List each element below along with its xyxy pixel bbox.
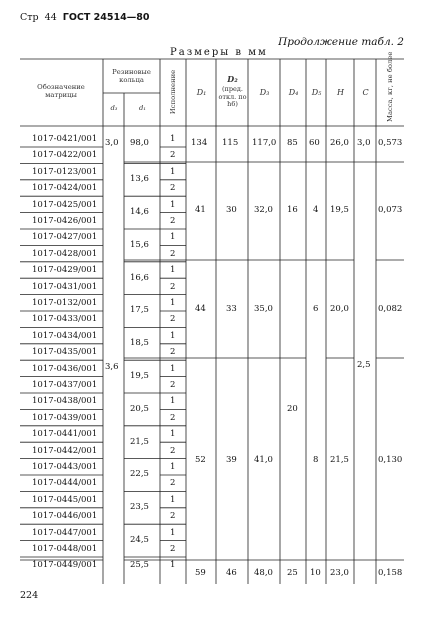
execution-cell: 1 — [170, 560, 176, 571]
D2-value: 33 — [226, 304, 237, 314]
col-D2-note: (пред. откл. по h6) — [218, 85, 247, 108]
execution-cell: 2 — [170, 248, 176, 259]
H-value: 21,5 — [330, 455, 349, 465]
execution-cell: 1 — [170, 166, 176, 177]
designation-cell: 1017-0447/001 — [32, 527, 98, 538]
d1-cell: 17,5 — [130, 305, 149, 316]
mass-value: 0,573 — [378, 138, 403, 148]
designation-cell: 1017-0123/001 — [32, 166, 98, 177]
designation-cell: 1017-0436/001 — [32, 363, 98, 374]
mass-value: 0,130 — [378, 455, 403, 465]
continuation-caption: Продолжение табл. 2 — [278, 36, 404, 48]
col-rubber-rings: Резиновые кольца — [112, 68, 151, 84]
d1-cell: 14,6 — [130, 206, 149, 217]
col-H: H — [337, 88, 344, 97]
col-d3: d₃ — [110, 104, 118, 112]
D2-value: 46 — [226, 568, 237, 578]
execution-cell: 1 — [170, 265, 176, 276]
D5-value: 8 — [313, 455, 319, 465]
col-D4: D₄ — [288, 88, 299, 97]
execution-cell: 2 — [170, 380, 176, 390]
col-D2: D₂ — [227, 74, 238, 84]
designation-cell: 1017-0427/001 — [32, 232, 98, 243]
col-D5: D₅ — [311, 88, 322, 97]
D2-value: 30 — [226, 205, 237, 215]
H-value: 20,0 — [330, 304, 349, 314]
d3-value: 3,6 — [105, 362, 119, 372]
execution-cell: 2 — [170, 183, 176, 194]
execution-cell: 2 — [170, 412, 176, 423]
d1-cell: 20,5 — [130, 403, 149, 414]
D1-value: 52 — [195, 455, 206, 465]
col-D3: D₃ — [259, 88, 270, 97]
H-value: 19,5 — [330, 205, 349, 215]
D1-value: 134 — [191, 138, 208, 148]
designation-cell: 1017-0434/001 — [32, 330, 98, 341]
execution-cell: 2 — [170, 314, 176, 325]
sizes-caption: Размеры в мм — [170, 47, 268, 58]
designation-cell: 1017-0439/001 — [32, 412, 98, 423]
execution-cell: 1 — [170, 494, 176, 505]
footer-page-number: 224 — [20, 590, 39, 601]
execution-cell: 1 — [170, 363, 176, 374]
designation-cell: 1017-0435/001 — [32, 347, 98, 358]
d1-cell: 24,5 — [130, 534, 149, 545]
d1-cell: 15,6 — [130, 239, 149, 250]
execution-cell: 1 — [170, 462, 176, 472]
H-value: 26,0 — [330, 138, 349, 148]
D1-value: 44 — [195, 304, 206, 314]
designation-cell: 1017-0443/001 — [32, 462, 98, 472]
D4-value: 16 — [287, 205, 298, 215]
d1-cell: 98,0 — [130, 138, 149, 148]
execution-cell: 1 — [170, 330, 176, 341]
D4-value: 85 — [287, 138, 298, 148]
execution-cell: 2 — [170, 347, 176, 358]
designation-cell: 1017-0438/001 — [32, 396, 98, 407]
designation-cell: 1017-0446/001 — [32, 511, 98, 522]
designation-cell: 1017-0445/001 — [32, 494, 98, 505]
D5-value: 60 — [309, 138, 320, 148]
designation-cell: 1017-0441/001 — [32, 429, 98, 440]
d1-cell: 21,5 — [130, 436, 149, 447]
d1-cell: 16,6 — [130, 272, 149, 283]
D1-value: 41 — [195, 205, 206, 215]
C-value: 3,0 — [357, 138, 371, 148]
d1-cell: 22,5 — [130, 469, 149, 480]
execution-cell: 2 — [170, 478, 176, 489]
execution-cell: 1 — [170, 134, 176, 144]
d1-cell: 23,5 — [130, 502, 149, 513]
designation-cell: 1017-0437/001 — [32, 380, 98, 390]
designation-cell: 1017-0424/001 — [32, 183, 98, 194]
execution-cell: 1 — [170, 199, 176, 210]
D4-value: 20 — [287, 404, 298, 414]
designation-cell: 1017-0433/001 — [32, 314, 98, 325]
D1-value: 59 — [195, 568, 206, 578]
col-d1: d₁ — [138, 104, 147, 112]
execution-cell: 2 — [170, 216, 176, 226]
col-C: C — [362, 88, 369, 97]
designation-cell: 1017-0448/001 — [32, 544, 98, 554]
D5-value: 6 — [313, 304, 319, 314]
col-execution: Исполнение — [169, 69, 177, 115]
D5-value: 4 — [313, 205, 319, 215]
D3-value: 48,0 — [254, 568, 273, 578]
execution-cell: 1 — [170, 232, 176, 243]
col-D1: D₁ — [196, 88, 207, 97]
H-value: 23,0 — [330, 568, 349, 578]
D3-value: 32,0 — [254, 205, 273, 215]
designation-cell: 1017-0426/001 — [32, 216, 98, 226]
designation-cell: 1017-0422/001 — [32, 150, 98, 161]
designation-cell: 1017-0442/001 — [32, 445, 98, 456]
C-value: 2,5 — [357, 360, 371, 370]
designation-cell: 1017-0428/001 — [32, 248, 98, 259]
designation-cell: 1017-0449/001 — [32, 560, 98, 571]
D3-value: 35,0 — [254, 304, 273, 314]
designation-cell: 1017-0421/001 — [32, 134, 98, 144]
D2-value: 39 — [226, 455, 237, 465]
designation-cell: 1017-0132/001 — [32, 298, 98, 308]
mass-value: 0,073 — [378, 205, 403, 215]
mass-value: 0,082 — [378, 304, 403, 314]
execution-cell: 1 — [170, 429, 176, 440]
D3-value: 41,0 — [254, 455, 273, 465]
d1-cell: 25,5 — [130, 560, 149, 571]
designation-cell: 1017-0425/001 — [32, 199, 98, 210]
col-designation: Обозначение матрицы — [37, 83, 85, 99]
execution-cell: 2 — [170, 281, 176, 292]
execution-cell: 2 — [170, 150, 176, 161]
D5-value: 10 — [310, 568, 321, 578]
header-page-number: 44 — [44, 12, 57, 23]
header-prefix: Стр — [20, 12, 39, 23]
execution-cell: 1 — [170, 396, 176, 407]
designation-cell: 1017-0429/001 — [32, 265, 98, 276]
mass-value: 0,158 — [378, 568, 403, 578]
d1-cell: 19,5 — [130, 370, 149, 381]
execution-cell: 1 — [170, 527, 176, 538]
header-gost: ГОСТ 24514—80 — [62, 12, 150, 23]
designation-cell: 1017-0431/001 — [32, 281, 98, 292]
col-mass: Масса, кг, не более — [386, 51, 394, 122]
execution-cell: 2 — [170, 445, 176, 456]
execution-cell: 2 — [170, 511, 176, 522]
D2-value: 115 — [222, 138, 239, 148]
d1-cell: 13,6 — [130, 174, 149, 185]
D3-value: 117,0 — [252, 138, 277, 148]
execution-cell: 1 — [170, 298, 176, 308]
designation-cell: 1017-0444/001 — [32, 478, 98, 489]
d3-value: 3,0 — [105, 138, 119, 148]
d1-cell: 18,5 — [130, 338, 149, 349]
D4-value: 25 — [287, 568, 298, 578]
execution-cell: 2 — [170, 544, 176, 554]
